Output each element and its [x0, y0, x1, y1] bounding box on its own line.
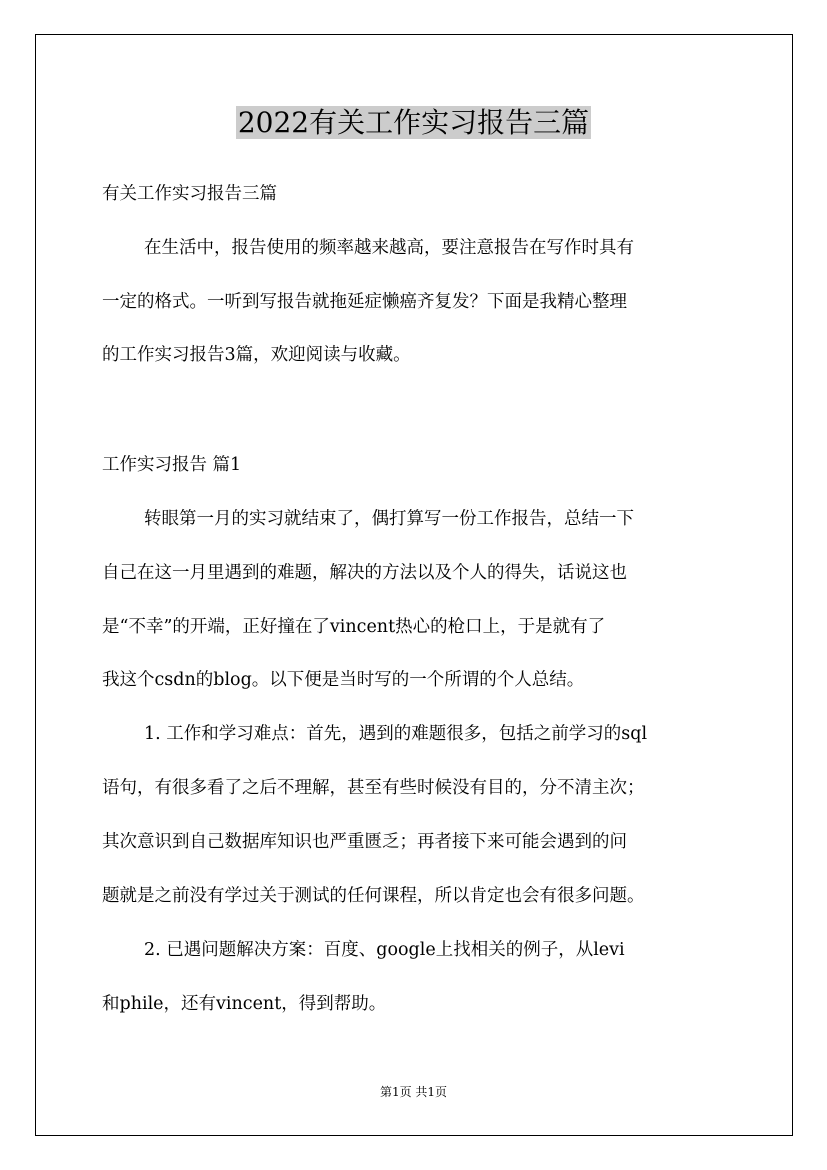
intro-line-3: 的工作实习报告3篇，欢迎阅读与收藏。	[102, 345, 411, 365]
intro-line-2: 一定的格式。一听到写报告就拖延症懒癌齐复发？下面是我精心整理	[102, 292, 627, 312]
body-line: 和phile，还有vincent，得到帮助。	[102, 994, 387, 1014]
body-line: 自己在这一月里遇到的难题，解决的方法以及个人的得失，话说这也	[102, 563, 627, 583]
body-line: 其次意识到自己数据库知识也严重匮乏；再者接下来可能会遇到的问	[102, 832, 627, 852]
document-title: 2022有关工作实习报告三篇	[237, 106, 590, 139]
body-line: 我这个csdn的blog。以下便是当时写的一个所谓的个人总结。	[102, 670, 585, 690]
body-line: 题就是之前没有学过关于测试的任何课程，所以肯定也会有很多问题。	[102, 886, 645, 906]
body-line: 语句，有很多看了之后不理解，甚至有些时候没有目的，分不清主次；	[102, 778, 645, 798]
body-line: 是“不幸”的开端，正好撞在了vincent热心的枪口上，于是就有了	[102, 617, 606, 637]
body-line: 2. 已遇问题解决方案：百度、google上找相关的例子，从levi	[144, 940, 625, 960]
section-heading: 工作实习报告 篇1	[102, 455, 242, 475]
page-footer: 第1页 共1页	[379, 1085, 448, 1099]
subtitle: 有关工作实习报告三篇	[102, 184, 277, 204]
intro-line-1: 在生活中，报告使用的频率越来越高，要注意报告在写作时具有	[144, 238, 634, 258]
body-line: 转眼第一月的实习就结束了，偶打算写一份工作报告，总结一下	[144, 509, 634, 529]
body-line: 1. 工作和学习难点：首先，遇到的难题很多，包括之前学习的sql	[144, 724, 648, 744]
